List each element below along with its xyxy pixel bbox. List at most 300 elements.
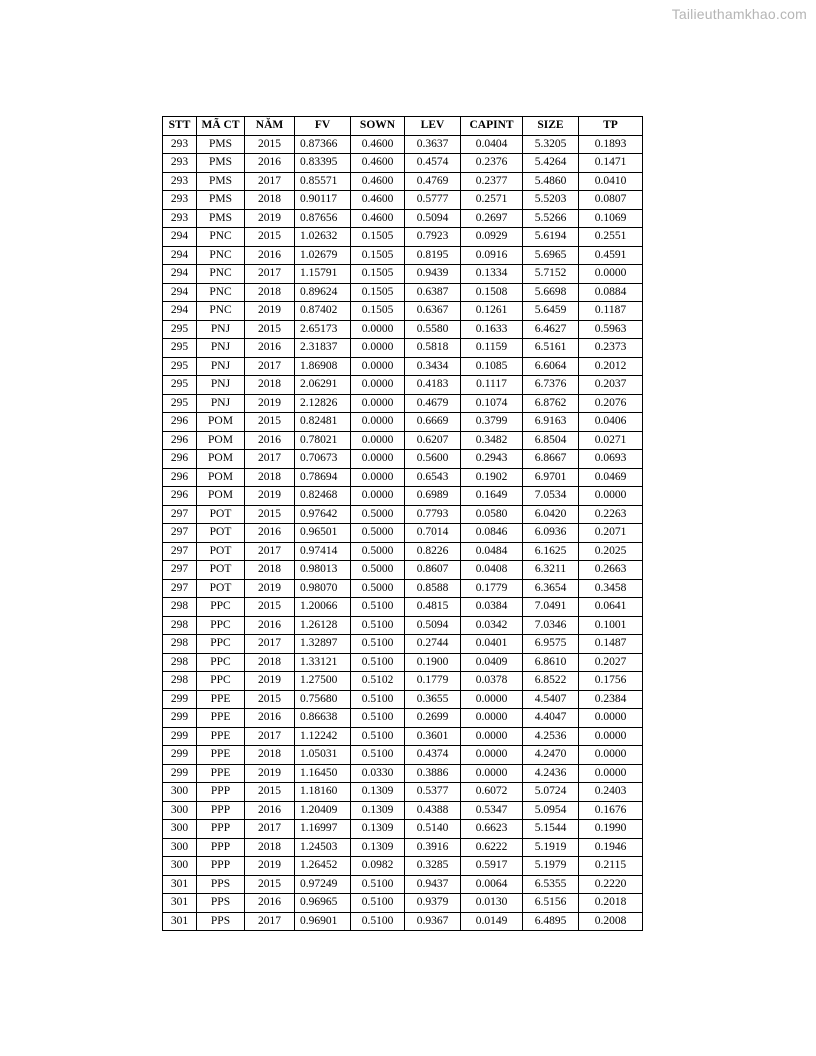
table-cell-lev: 0.5818 xyxy=(405,339,461,358)
table-cell-capint: 0.2571 xyxy=(461,191,523,210)
column-header-tp: TP xyxy=(579,117,643,136)
table-cell-sown: 0.5100 xyxy=(351,746,405,765)
table-cell-tp: 0.0807 xyxy=(579,191,643,210)
table-cell-ma-ct: PMS xyxy=(197,135,245,154)
table-cell-ma-ct: POM xyxy=(197,431,245,450)
table-row xyxy=(163,764,643,783)
table-cell-fv: 0.90117 xyxy=(295,191,351,210)
table-cell-tp: 0.1676 xyxy=(579,801,643,820)
table-cell-lev: 0.4388 xyxy=(405,801,461,820)
table-cell-fv: 0.98070 xyxy=(295,579,351,598)
table-cell-lev: 0.9367 xyxy=(405,912,461,931)
table-cell-fv: 1.12242 xyxy=(295,727,351,746)
table-row xyxy=(163,690,643,709)
table-cell-capint: 0.2697 xyxy=(461,209,523,228)
table-cell-capint: 0.1649 xyxy=(461,487,523,506)
table-cell-ma-ct: PPS xyxy=(197,894,245,913)
table-cell-stt: 297 xyxy=(163,561,197,580)
table-cell-capint: 0.0846 xyxy=(461,524,523,543)
table-cell-capint: 0.1159 xyxy=(461,339,523,358)
table-row xyxy=(163,450,643,469)
table-cell-lev: 0.6669 xyxy=(405,413,461,432)
table-cell-nam: 2016 xyxy=(245,339,295,358)
table-cell-size: 4.2470 xyxy=(523,746,579,765)
table-cell-tp: 0.1187 xyxy=(579,302,643,321)
table-cell-sown: 0.0000 xyxy=(351,468,405,487)
table-cell-capint: 0.1074 xyxy=(461,394,523,413)
table-cell-capint: 0.0000 xyxy=(461,709,523,728)
table-cell-lev: 0.5140 xyxy=(405,820,461,839)
table-cell-fv: 1.33121 xyxy=(295,653,351,672)
table-cell-nam: 2017 xyxy=(245,820,295,839)
table-cell-nam: 2016 xyxy=(245,246,295,265)
table-cell-fv: 1.26128 xyxy=(295,616,351,635)
table-cell-fv: 2.65173 xyxy=(295,320,351,339)
table-cell-fv: 1.02632 xyxy=(295,228,351,247)
table-cell-stt: 300 xyxy=(163,783,197,802)
table-cell-nam: 2018 xyxy=(245,191,295,210)
table-cell-sown: 0.4600 xyxy=(351,191,405,210)
table-cell-nam: 2017 xyxy=(245,542,295,561)
table-cell-tp: 0.2025 xyxy=(579,542,643,561)
table-cell-ma-ct: POM xyxy=(197,413,245,432)
table-cell-fv: 0.96965 xyxy=(295,894,351,913)
table-cell-sown: 0.0000 xyxy=(351,357,405,376)
table-cell-tp: 0.0000 xyxy=(579,487,643,506)
table-row xyxy=(163,709,643,728)
table-cell-stt: 294 xyxy=(163,246,197,265)
table-cell-capint: 0.0130 xyxy=(461,894,523,913)
table-cell-stt: 300 xyxy=(163,838,197,857)
table-cell-nam: 2018 xyxy=(245,561,295,580)
table-cell-nam: 2015 xyxy=(245,413,295,432)
table-row xyxy=(163,302,643,321)
table-cell-tp: 0.0641 xyxy=(579,598,643,617)
table-cell-size: 5.1544 xyxy=(523,820,579,839)
table-cell-ma-ct: PNJ xyxy=(197,376,245,395)
table-cell-size: 7.0534 xyxy=(523,487,579,506)
table-cell-size: 5.1979 xyxy=(523,857,579,876)
table-cell-capint: 0.1117 xyxy=(461,376,523,395)
column-header-size: SIZE xyxy=(523,117,579,136)
table-cell-lev: 0.9379 xyxy=(405,894,461,913)
table-cell-tp: 0.2037 xyxy=(579,376,643,395)
table-cell-tp: 0.1001 xyxy=(579,616,643,635)
table-cell-nam: 2015 xyxy=(245,135,295,154)
table-cell-tp: 0.4591 xyxy=(579,246,643,265)
table-cell-stt: 299 xyxy=(163,690,197,709)
table-cell-lev: 0.3434 xyxy=(405,357,461,376)
table-cell-lev: 0.5580 xyxy=(405,320,461,339)
table-cell-sown: 0.1505 xyxy=(351,283,405,302)
table-row xyxy=(163,912,643,931)
table-cell-ma-ct: PPC xyxy=(197,635,245,654)
table-cell-capint: 0.3799 xyxy=(461,413,523,432)
table-cell-lev: 0.5377 xyxy=(405,783,461,802)
table-cell-nam: 2017 xyxy=(245,172,295,191)
table-cell-tp: 0.3458 xyxy=(579,579,643,598)
table-cell-nam: 2016 xyxy=(245,616,295,635)
table-cell-sown: 0.5100 xyxy=(351,894,405,913)
table-cell-sown: 0.5000 xyxy=(351,542,405,561)
table-cell-tp: 0.2220 xyxy=(579,875,643,894)
table-cell-stt: 295 xyxy=(163,357,197,376)
table-cell-tp: 0.2373 xyxy=(579,339,643,358)
table-cell-stt: 301 xyxy=(163,894,197,913)
table-cell-stt: 293 xyxy=(163,191,197,210)
table-cell-fv: 0.82481 xyxy=(295,413,351,432)
table-cell-fv: 1.26452 xyxy=(295,857,351,876)
column-header-lev: LEV xyxy=(405,117,461,136)
table-cell-fv: 0.89624 xyxy=(295,283,351,302)
table-cell-size: 5.4264 xyxy=(523,154,579,173)
table-cell-tp: 0.0000 xyxy=(579,709,643,728)
table-cell-sown: 0.5000 xyxy=(351,505,405,524)
table-cell-lev: 0.9437 xyxy=(405,875,461,894)
table-cell-stt: 298 xyxy=(163,598,197,617)
table-cell-ma-ct: PMS xyxy=(197,191,245,210)
table-cell-ma-ct: PPP xyxy=(197,820,245,839)
table-cell-nam: 2017 xyxy=(245,912,295,931)
table-cell-stt: 299 xyxy=(163,764,197,783)
table-cell-nam: 2018 xyxy=(245,838,295,857)
table-cell-fv: 1.20409 xyxy=(295,801,351,820)
table-cell-stt: 293 xyxy=(163,135,197,154)
table-cell-tp: 0.1069 xyxy=(579,209,643,228)
table-cell-nam: 2017 xyxy=(245,635,295,654)
table-cell-stt: 297 xyxy=(163,505,197,524)
table-cell-ma-ct: PNJ xyxy=(197,357,245,376)
column-header-fv: FV xyxy=(295,117,351,136)
table-cell-capint: 0.0929 xyxy=(461,228,523,247)
table-cell-sown: 0.5000 xyxy=(351,524,405,543)
table-cell-sown: 0.4600 xyxy=(351,172,405,191)
table-cell-capint: 0.0580 xyxy=(461,505,523,524)
table-cell-ma-ct: PNC xyxy=(197,265,245,284)
table-row xyxy=(163,727,643,746)
table-cell-nam: 2017 xyxy=(245,450,295,469)
table-cell-lev: 0.5094 xyxy=(405,616,461,635)
table-cell-stt: 295 xyxy=(163,339,197,358)
table-cell-fv: 1.16997 xyxy=(295,820,351,839)
table-cell-tp: 0.1487 xyxy=(579,635,643,654)
table-cell-tp: 0.2076 xyxy=(579,394,643,413)
table-cell-fv: 0.75680 xyxy=(295,690,351,709)
table-cell-capint: 0.0401 xyxy=(461,635,523,654)
table-cell-nam: 2016 xyxy=(245,154,295,173)
table-cell-fv: 1.16450 xyxy=(295,764,351,783)
table-cell-sown: 0.1505 xyxy=(351,265,405,284)
table-cell-lev: 0.4183 xyxy=(405,376,461,395)
table-cell-tp: 0.2403 xyxy=(579,783,643,802)
table-cell-tp: 0.0271 xyxy=(579,431,643,450)
table-cell-lev: 0.8195 xyxy=(405,246,461,265)
table-cell-fv: 1.32897 xyxy=(295,635,351,654)
table-cell-sown: 0.5100 xyxy=(351,598,405,617)
table-cell-fv: 0.83395 xyxy=(295,154,351,173)
table-cell-ma-ct: PPE xyxy=(197,746,245,765)
table-cell-ma-ct: POT xyxy=(197,524,245,543)
table-cell-ma-ct: PNC xyxy=(197,228,245,247)
table-cell-lev: 0.6367 xyxy=(405,302,461,321)
table-cell-size: 5.3205 xyxy=(523,135,579,154)
table-cell-stt: 294 xyxy=(163,283,197,302)
header-row xyxy=(163,117,643,136)
table-cell-size: 6.8522 xyxy=(523,672,579,691)
table-cell-fv: 0.82468 xyxy=(295,487,351,506)
table-cell-sown: 0.1309 xyxy=(351,801,405,820)
table-cell-nam: 2017 xyxy=(245,265,295,284)
table-cell-sown: 0.0000 xyxy=(351,413,405,432)
table-cell-tp: 0.1471 xyxy=(579,154,643,173)
table-cell-tp: 0.0693 xyxy=(579,450,643,469)
table-cell-sown: 0.5100 xyxy=(351,653,405,672)
table-cell-sown: 0.5000 xyxy=(351,579,405,598)
table-cell-capint: 0.5347 xyxy=(461,801,523,820)
table-cell-size: 4.2436 xyxy=(523,764,579,783)
table-cell-capint: 0.1085 xyxy=(461,357,523,376)
table-cell-stt: 294 xyxy=(163,302,197,321)
table-cell-stt: 293 xyxy=(163,172,197,191)
table-cell-fv: 0.96901 xyxy=(295,912,351,931)
table-cell-capint: 0.0000 xyxy=(461,764,523,783)
table-cell-size: 6.9701 xyxy=(523,468,579,487)
table-cell-stt: 293 xyxy=(163,154,197,173)
table-row xyxy=(163,339,643,358)
table-cell-fv: 0.86638 xyxy=(295,709,351,728)
table-cell-tp: 0.2012 xyxy=(579,357,643,376)
table-cell-lev: 0.9439 xyxy=(405,265,461,284)
table-cell-size: 6.9163 xyxy=(523,413,579,432)
table-cell-capint: 0.3482 xyxy=(461,431,523,450)
table-cell-sown: 0.5102 xyxy=(351,672,405,691)
table-cell-size: 6.4627 xyxy=(523,320,579,339)
table-cell-sown: 0.1309 xyxy=(351,838,405,857)
table-row xyxy=(163,431,643,450)
table-cell-fv: 1.18160 xyxy=(295,783,351,802)
table-cell-capint: 0.2376 xyxy=(461,154,523,173)
table-row xyxy=(163,487,643,506)
table-cell-size: 6.0936 xyxy=(523,524,579,543)
table-cell-lev: 0.7793 xyxy=(405,505,461,524)
table-cell-capint: 0.0408 xyxy=(461,561,523,580)
table-cell-lev: 0.4374 xyxy=(405,746,461,765)
table-cell-stt: 294 xyxy=(163,228,197,247)
table-cell-ma-ct: PPS xyxy=(197,912,245,931)
table-cell-nam: 2015 xyxy=(245,690,295,709)
column-header-ma-ct: MÃ CT xyxy=(197,117,245,136)
table-cell-stt: 298 xyxy=(163,616,197,635)
table-cell-fv: 0.87366 xyxy=(295,135,351,154)
table-cell-stt: 296 xyxy=(163,413,197,432)
table-cell-fv: 2.06291 xyxy=(295,376,351,395)
table-cell-ma-ct: POT xyxy=(197,579,245,598)
table-cell-sown: 0.5100 xyxy=(351,690,405,709)
table-cell-stt: 298 xyxy=(163,672,197,691)
table-cell-lev: 0.4679 xyxy=(405,394,461,413)
table-cell-nam: 2019 xyxy=(245,394,295,413)
table-cell-ma-ct: PMS xyxy=(197,172,245,191)
table-row xyxy=(163,672,643,691)
table-cell-ma-ct: PPC xyxy=(197,598,245,617)
table-cell-ma-ct: POT xyxy=(197,561,245,580)
table-cell-nam: 2018 xyxy=(245,746,295,765)
table-row xyxy=(163,783,643,802)
table-cell-tp: 0.2008 xyxy=(579,912,643,931)
table-row xyxy=(163,616,643,635)
table-cell-fv: 1.02679 xyxy=(295,246,351,265)
table-cell-size: 6.3654 xyxy=(523,579,579,598)
table-cell-nam: 2019 xyxy=(245,579,295,598)
table-cell-stt: 299 xyxy=(163,746,197,765)
table-cell-tp: 0.1946 xyxy=(579,838,643,857)
column-header-nam: NĂM xyxy=(245,117,295,136)
table-cell-size: 6.5355 xyxy=(523,875,579,894)
table-cell-sown: 0.1309 xyxy=(351,820,405,839)
table-cell-capint: 0.6222 xyxy=(461,838,523,857)
table-cell-capint: 0.0409 xyxy=(461,653,523,672)
table-cell-fv: 2.12826 xyxy=(295,394,351,413)
table-cell-ma-ct: PPC xyxy=(197,616,245,635)
table-row xyxy=(163,468,643,487)
table-row xyxy=(163,561,643,580)
table-cell-size: 7.0346 xyxy=(523,616,579,635)
table-cell-tp: 0.0469 xyxy=(579,468,643,487)
table-row xyxy=(163,746,643,765)
table-cell-lev: 0.6207 xyxy=(405,431,461,450)
table-cell-stt: 294 xyxy=(163,265,197,284)
table-cell-stt: 296 xyxy=(163,468,197,487)
table-row xyxy=(163,394,643,413)
table-cell-stt: 295 xyxy=(163,394,197,413)
table-cell-capint: 0.0384 xyxy=(461,598,523,617)
table-cell-size: 6.5156 xyxy=(523,894,579,913)
table-cell-ma-ct: POT xyxy=(197,542,245,561)
table-cell-tp: 0.2551 xyxy=(579,228,643,247)
table-cell-stt: 296 xyxy=(163,431,197,450)
table-cell-sown: 0.5000 xyxy=(351,561,405,580)
table-cell-nam: 2019 xyxy=(245,672,295,691)
table-cell-size: 5.5203 xyxy=(523,191,579,210)
table-cell-nam: 2019 xyxy=(245,857,295,876)
table-cell-size: 5.4860 xyxy=(523,172,579,191)
table-cell-stt: 296 xyxy=(163,450,197,469)
table-cell-sown: 0.1505 xyxy=(351,302,405,321)
table-cell-ma-ct: PPE xyxy=(197,727,245,746)
table-cell-nam: 2015 xyxy=(245,505,295,524)
table-cell-lev: 0.3916 xyxy=(405,838,461,857)
table-cell-capint: 0.1902 xyxy=(461,468,523,487)
table-row xyxy=(163,838,643,857)
table-cell-sown: 0.0000 xyxy=(351,376,405,395)
table-row xyxy=(163,154,643,173)
table-row xyxy=(163,801,643,820)
data-table xyxy=(162,116,643,931)
table-cell-lev: 0.8588 xyxy=(405,579,461,598)
table-cell-ma-ct: PPP xyxy=(197,857,245,876)
table-cell-lev: 0.8607 xyxy=(405,561,461,580)
table-cell-ma-ct: PPE xyxy=(197,690,245,709)
table-cell-ma-ct: PPC xyxy=(197,653,245,672)
table-cell-lev: 0.3285 xyxy=(405,857,461,876)
table-cell-ma-ct: PNC xyxy=(197,302,245,321)
table-cell-size: 6.7376 xyxy=(523,376,579,395)
table-cell-ma-ct: PMS xyxy=(197,154,245,173)
table-cell-size: 6.8610 xyxy=(523,653,579,672)
table-cell-ma-ct: PPS xyxy=(197,875,245,894)
table-cell-nam: 2017 xyxy=(245,357,295,376)
table-row xyxy=(163,875,643,894)
table-cell-nam: 2019 xyxy=(245,209,295,228)
table-row xyxy=(163,820,643,839)
table-cell-stt: 301 xyxy=(163,912,197,931)
table-cell-tp: 0.0000 xyxy=(579,265,643,284)
table-cell-size: 6.8504 xyxy=(523,431,579,450)
table-cell-capint: 0.5917 xyxy=(461,857,523,876)
table-cell-size: 4.5407 xyxy=(523,690,579,709)
table-cell-stt: 299 xyxy=(163,727,197,746)
table-cell-tp: 0.0000 xyxy=(579,764,643,783)
table-cell-nam: 2015 xyxy=(245,783,295,802)
table-cell-tp: 0.0884 xyxy=(579,283,643,302)
table-row xyxy=(163,357,643,376)
table-cell-fv: 0.98013 xyxy=(295,561,351,580)
table-cell-sown: 0.5100 xyxy=(351,709,405,728)
column-header-capint: CAPINT xyxy=(461,117,523,136)
table-cell-sown: 0.0000 xyxy=(351,320,405,339)
table-cell-size: 5.6698 xyxy=(523,283,579,302)
table-cell-lev: 0.1900 xyxy=(405,653,461,672)
table-cell-lev: 0.5094 xyxy=(405,209,461,228)
table-cell-sown: 0.5100 xyxy=(351,616,405,635)
table-cell-capint: 0.2377 xyxy=(461,172,523,191)
table-cell-tp: 0.2071 xyxy=(579,524,643,543)
table-cell-tp: 0.2384 xyxy=(579,690,643,709)
table-cell-nam: 2016 xyxy=(245,894,295,913)
table-cell-stt: 299 xyxy=(163,709,197,728)
table-cell-fv: 0.97414 xyxy=(295,542,351,561)
table-cell-fv: 0.87656 xyxy=(295,209,351,228)
table-row xyxy=(163,228,643,247)
table-cell-lev: 0.5777 xyxy=(405,191,461,210)
table-cell-size: 6.5161 xyxy=(523,339,579,358)
table-cell-ma-ct: PNJ xyxy=(197,339,245,358)
table-row xyxy=(163,894,643,913)
column-header-stt: STT xyxy=(163,117,197,136)
table-cell-stt: 297 xyxy=(163,524,197,543)
table-row xyxy=(163,265,643,284)
table-cell-sown: 0.0000 xyxy=(351,450,405,469)
table-cell-lev: 0.3637 xyxy=(405,135,461,154)
table-cell-ma-ct: PPP xyxy=(197,783,245,802)
table-cell-stt: 297 xyxy=(163,542,197,561)
table-cell-sown: 0.0000 xyxy=(351,339,405,358)
table-cell-sown: 0.4600 xyxy=(351,135,405,154)
table-cell-nam: 2019 xyxy=(245,764,295,783)
table-cell-tp: 0.0410 xyxy=(579,172,643,191)
table-cell-tp: 0.1756 xyxy=(579,672,643,691)
table-cell-tp: 0.2027 xyxy=(579,653,643,672)
table-row xyxy=(163,376,643,395)
table-cell-size: 6.1625 xyxy=(523,542,579,561)
table-cell-ma-ct: POM xyxy=(197,468,245,487)
table-cell-nam: 2015 xyxy=(245,875,295,894)
table-cell-lev: 0.2699 xyxy=(405,709,461,728)
table-cell-capint: 0.0064 xyxy=(461,875,523,894)
table-cell-sown: 0.0330 xyxy=(351,764,405,783)
table-cell-size: 5.5266 xyxy=(523,209,579,228)
table-cell-ma-ct: POM xyxy=(197,450,245,469)
